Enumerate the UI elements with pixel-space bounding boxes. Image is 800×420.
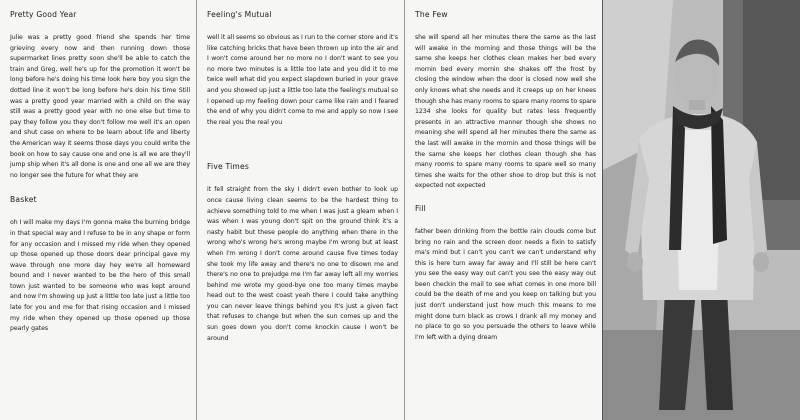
- song-lyrics-the-few: she will spend all her minutes there the same as the last will awake in the morning and those things will be the same she keeps her clothes clean makes her bed every mornin bed every mornin she shakes off the frost by closing the window when the door is closed now well she only knows what she needs and it creeps up on her knees though she has many rooms to spare many rooms to spare 1234 she looks for quality but rates less frequently presents in an attractive manner though she shows no meaning she will spend all her minutes there the same as the last will awake in the mornin and those things will be the same she keeps her clothes clean though she has many rooms to spare many rooms to spare well so many times she waits for the other shoe to drop but this is not expected not expected: [415, 34, 596, 190]
- song-lyrics-five-times: it fell straight from the sky I didn't even bother to look up once cause living clean seems to be the hardest thing to achieve something told to me when I was just a gleam when I was when I was young don't spit on the ground think it's a nasty habit but these people do anything when there in the wrong who's wrong he's wrong maybe I'm wrong but at least when I'm wrong I don't come around cause five times today she took my life away and there's no one to disown me and there's no one to prejudge me I'm far away left all my worries behind me wrote my good-bye one too many times maybe head out to the west coast yeah there I could take anything you can never leave things behind you It's just a given fact that refuses to change but when the sun comes up and the sun goes down you don't come knockin cause I won't be around: [207, 186, 398, 342]
- song-title-the-few: The Few: [415, 10, 448, 19]
- lyrics-column-1: [0, 0, 196, 420]
- song-lyrics-pretty-good-year: Julie was a pretty good friend she spends her time grieving every now and then running down those supermarket lines pretty soon she'll be able to catch the train and Greg, well he's up for the promotion it won't be long before he's doing his time look here boy you sign the dotted line it won't be long before he's doin his time Still was a pretty good year married with a child on the way still was a pretty good year with no one else but time to pay they follow you they don't follow me well it's an open and shut case on where to be learn about life and liberty the American way it seems those days you could write the book on how to say cause one and one is all we are they'll jump ship when it's all done is one and one all we are they no longer see the future for what they are: [10, 34, 190, 179]
- song-lyrics-feelings-mutual: well it all seems so obvious as I run to the corner store and it's like catching bricks that have been thrown up into the air and I won't come around her no more no I don't want to see you no more two minutes is a little too late and you did it to me twice well what did you expect slapdown buried in your grave and you showed up just a little too late the feeling's mutual so I opened up my feeling down pour came like rain and I feared the end of why you didn't come to me and apply so now I see the real you the real you: [207, 34, 398, 126]
- song-title-five-times: Five Times: [207, 162, 250, 172]
- song-lyrics-basket: oh I will make my days I'm gonna make the burning bridge in that special way and I refuse to be in any shape or form for any occasion and I missed my ride when they opened up those opened up those doors dear principal gave my wave through one more day hey we're all homeward bound and I never wanted to be the hero of this small town just wanted to be someone who was kept around and now I'm showing up just a little too late just a little too late for you and me for that rising occasion and I missed my ride when they opened up those opened up those pearly gates: [10, 219, 190, 333]
- song-lyrics-fill: father been drinking from the bottle rain clouds come but bring no rain and the screen door needs a fixin to satisfy ma's mind but I can't you can't we can't understand why this is here turn away far away and I'll still be here can't you see the easy way out can't you see the easy way out been checkin the mail to see what comes in one more bill could be the death of me and you keep on talking but you just don't understand just how much this means to me might done turn black as crows I drank all my money and no place to go so you persuade the others to leave while I'm left with a dying dream: [415, 227, 596, 341]
- song-title-fill: Fill: [415, 203, 426, 213]
- song-title-feelings-mutual: Feeling's Mutual: [207, 10, 272, 19]
- lyrics-column-2: [196, 0, 404, 420]
- song-title-pretty-good-year: Pretty Good Year: [10, 10, 77, 19]
- portrait-photo: [602, 0, 800, 420]
- song-title-basket: Basket: [10, 195, 37, 205]
- portrait-illustration: [603, 0, 800, 420]
- lyrics-column-3: [404, 0, 602, 420]
